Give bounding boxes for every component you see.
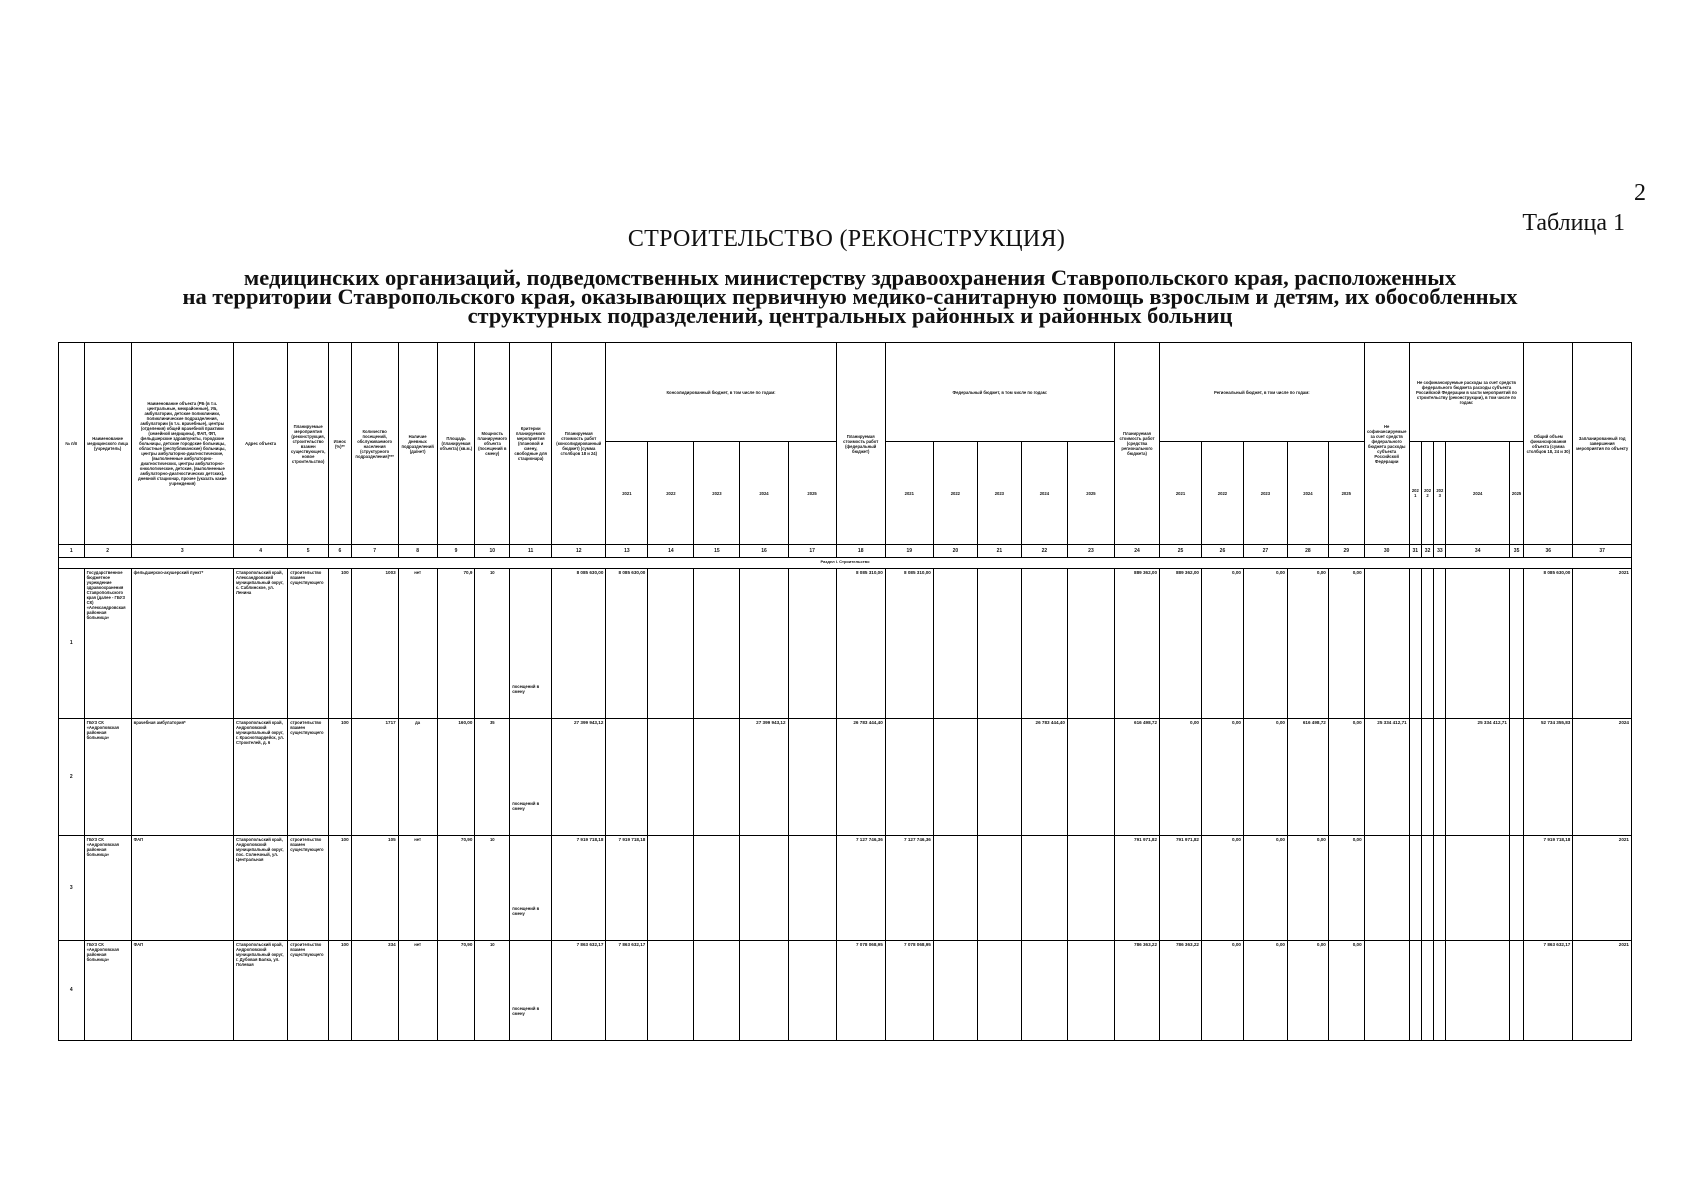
column-number-cell: 19 xyxy=(885,545,933,558)
cell-n2025 xyxy=(1509,941,1523,1041)
col-header-year: 2021 xyxy=(606,442,648,545)
cell-grand: 7 863 632,17 xyxy=(1524,941,1573,1041)
column-number-cell: 22 xyxy=(1021,545,1067,558)
page-title: СТРОИТЕЛЬСТВО (РЕКОНСТРУКЦИЯ) xyxy=(627,226,1066,252)
col-header-capacity: Мощность планируемого объекта (посещений в смену) xyxy=(475,343,510,545)
column-number-cell: 23 xyxy=(1067,545,1114,558)
table-row xyxy=(59,941,1632,1041)
cell-crit: посещений в смену xyxy=(510,836,552,941)
cell-r2022: 0,00 xyxy=(1201,569,1243,719)
cell-f2021: 8 085 310,00 xyxy=(885,569,933,719)
cell-year: 2021 xyxy=(1573,569,1632,719)
column-number-cell: 34 xyxy=(1446,545,1509,558)
cell-total: 27 399 943,12 xyxy=(552,719,606,836)
table-label: Таблица 1 xyxy=(1522,210,1625,236)
cell-measure: строительство взамен существующего xyxy=(288,941,329,1041)
cell-c2025 xyxy=(788,719,836,836)
column-number-cell: 36 xyxy=(1524,545,1573,558)
cell-n2023 xyxy=(1434,719,1446,836)
cell-crit: посещений в смену xyxy=(510,569,552,719)
col-header-year: 2024 xyxy=(1287,442,1328,545)
cell-r2025: 0,00 xyxy=(1328,836,1364,941)
cell-wear: 100 xyxy=(329,941,352,1041)
col-header-population: Количество посещений, обслуживаемого населения (структурного подразделения)*** xyxy=(351,343,398,545)
col-header-year: 2024 xyxy=(740,442,788,545)
cell-r2025: 0,00 xyxy=(1328,569,1364,719)
cell-cap: 10 xyxy=(475,941,510,1041)
cell-f2025 xyxy=(1067,719,1114,836)
column-number-cell: 7 xyxy=(351,545,398,558)
cell-day: да xyxy=(398,719,437,836)
col-header-year: 2023 xyxy=(977,442,1021,545)
col-header-criteria: Критерии планируемого мероприятия (плановой и смену, свободные для стационара) xyxy=(510,343,552,545)
column-number-cell: 11 xyxy=(510,545,552,558)
cell-total: 7 919 718,18 xyxy=(552,836,606,941)
cell-nf: 25 334 412,71 xyxy=(1364,719,1409,836)
cell-object: фельдшерско-акушерский пункт* xyxy=(131,569,233,719)
cell-n2024 xyxy=(1446,569,1509,719)
column-number-cell: 37 xyxy=(1573,545,1632,558)
col-header-year: 2021 xyxy=(1160,442,1202,545)
column-number-cell: 5 xyxy=(288,545,329,558)
cell-year: 2021 xyxy=(1573,941,1632,1041)
column-number-cell: 8 xyxy=(398,545,437,558)
cell-measure: строительство взамен существующего xyxy=(288,569,329,719)
cell-f2023 xyxy=(977,719,1021,836)
cell-c2023 xyxy=(694,569,740,719)
column-number-cell: 21 xyxy=(977,545,1021,558)
cell-c2023 xyxy=(694,719,740,836)
col-header-regional-budget: Региональный бюджет, в том числе по годам: xyxy=(1160,343,1365,442)
cell-org: ГБУЗ СК «Андроповская районная больница» xyxy=(84,941,131,1041)
cell-grand: 7 919 718,18 xyxy=(1524,836,1573,941)
column-number-cell: 2 xyxy=(84,545,131,558)
col-header-regional-cost: Планируемая стоимость работ (средства регионального бюджета) xyxy=(1115,343,1160,545)
cell-pop: 1717 xyxy=(351,719,398,836)
cell-grand: 8 085 630,00 xyxy=(1524,569,1573,719)
cell-f2024 xyxy=(1021,941,1067,1041)
cell-total: 8 085 630,00 xyxy=(552,569,606,719)
cell-object: врачебная амбулатория* xyxy=(131,719,233,836)
cell-r2021: 791 971,82 xyxy=(1160,836,1202,941)
subtitle-line: медицинских организаций, подведомственных министерству здравоохранения Ставропольского края, расположенных xyxy=(243,265,1457,290)
col-header-nonfinanced: Не софинансируемые за счет средств федерального бюджета расходы субъекта Российской Федерации xyxy=(1364,343,1409,545)
cell-c2021: 7 863 632,17 xyxy=(606,941,648,1041)
cell-f2024 xyxy=(1021,836,1067,941)
col-header-day-units: Наличие дневных подразделений (да/нет) xyxy=(398,343,437,545)
cell-n2022 xyxy=(1421,719,1433,836)
col-header-total-financing: Общий объем финансирования объекта (сумма столбцов 18, 24 и 30) xyxy=(1524,343,1573,545)
cell-f2024: 26 783 444,40 xyxy=(1021,719,1067,836)
column-number-cell: 9 xyxy=(437,545,475,558)
table-body xyxy=(59,545,1632,1041)
cell-n2023 xyxy=(1434,569,1446,719)
cell-n2024 xyxy=(1446,836,1509,941)
cell-f2021: 7 078 068,95 xyxy=(885,941,933,1041)
col-header-year: 2025 xyxy=(1509,442,1523,545)
table-row xyxy=(59,836,1632,941)
cell-area: 70,90 xyxy=(437,836,475,941)
col-header-address: Адрес объекта xyxy=(233,343,287,545)
column-number-cell: 13 xyxy=(606,545,648,558)
cell-area: 70,9 xyxy=(437,569,475,719)
cell-cap: 10 xyxy=(475,569,510,719)
cell-r2024: 0,00 xyxy=(1287,836,1328,941)
column-number-cell: 28 xyxy=(1287,545,1328,558)
col-header-year: 2023 xyxy=(1243,442,1287,545)
column-number-cell: 4 xyxy=(233,545,287,558)
cell-n2021 xyxy=(1409,719,1421,836)
column-number-cell: 12 xyxy=(552,545,606,558)
cell-c2022 xyxy=(648,569,694,719)
cell-r2024: 616 498,72 xyxy=(1287,719,1328,836)
cell-c2022 xyxy=(648,836,694,941)
column-number-cell: 10 xyxy=(475,545,510,558)
cell-address: Ставропольский край, Александровский муниципальный округ, с. Саблинское, ул. Ленина xyxy=(233,569,287,719)
col-header-organization: Наименование медицинского лица (учредитель) xyxy=(84,343,131,545)
cell-c2024 xyxy=(740,569,788,719)
cell-c2025 xyxy=(788,941,836,1041)
col-header-year: 2021 xyxy=(885,442,933,545)
column-number-cell: 30 xyxy=(1364,545,1409,558)
cell-crit: посещений в смену xyxy=(510,941,552,1041)
cell-f2022 xyxy=(933,569,977,719)
column-number-cell: 3 xyxy=(131,545,233,558)
cell-reg: 786 363,22 xyxy=(1115,941,1160,1041)
col-header-area: Площадь (планируемая объекта) (кв.м.) xyxy=(437,343,475,545)
column-number-cell: 17 xyxy=(788,545,836,558)
col-header-number: № п/п xyxy=(59,343,85,545)
col-header-year: 2024 xyxy=(1021,442,1067,545)
cell-reg: 791 971,82 xyxy=(1115,836,1160,941)
col-header-year: 2021 xyxy=(1409,442,1421,545)
cell-n2022 xyxy=(1421,569,1433,719)
subtitle-line: на территории Ставропольского края, оказывающих первичную медико-санитарную помощь взрослым и детям, их обособленных xyxy=(182,284,1518,309)
cell-n2021 xyxy=(1409,836,1421,941)
cell-f2022 xyxy=(933,719,977,836)
cell-c2024 xyxy=(740,836,788,941)
cell-nf xyxy=(1364,941,1409,1041)
cell-n2023 xyxy=(1434,836,1446,941)
cell-r2021: 889 362,00 xyxy=(1160,569,1202,719)
cell-r2023: 0,00 xyxy=(1243,941,1287,1041)
col-header-total-cost: Планируемая стоимость работ (консолидированный бюджет) (сумма столбцов 18 и 24) xyxy=(552,343,606,545)
cell-f2021: 7 127 746,36 xyxy=(885,836,933,941)
column-number-cell: 15 xyxy=(694,545,740,558)
cell-measure: строительство взамен существующего xyxy=(288,719,329,836)
col-header-year: 2023 xyxy=(1434,442,1446,545)
cell-c2021: 8 085 630,00 xyxy=(606,569,648,719)
construction-table xyxy=(58,342,1632,1041)
column-number-cell: 32 xyxy=(1421,545,1433,558)
cell-r2022: 0,00 xyxy=(1201,836,1243,941)
cell-reg: 616 498,72 xyxy=(1115,719,1160,836)
cell-day: нет xyxy=(398,836,437,941)
cell-fed: 7 127 746,36 xyxy=(836,836,885,941)
cell-c2024: 27 399 943,12 xyxy=(740,719,788,836)
cell-n2024 xyxy=(1446,941,1509,1041)
cell-f2023 xyxy=(977,569,1021,719)
cell-reg: 889 362,00 xyxy=(1115,569,1160,719)
cell-pop: 105 xyxy=(351,836,398,941)
col-header-year: 2025 xyxy=(788,442,836,545)
cell-c2025 xyxy=(788,569,836,719)
cell-r2022: 0,00 xyxy=(1201,941,1243,1041)
cell-n: 2 xyxy=(59,719,85,836)
page-subtitle xyxy=(100,265,1600,328)
cell-r2023: 0,00 xyxy=(1243,569,1287,719)
cell-pop: 1003 xyxy=(351,569,398,719)
cell-address: Ставропольский край, Андроповский муниципальный округ, г. Дубовая Балка, ул. Полевая xyxy=(233,941,287,1041)
subtitle-line: структурных подразделений, центральных районных и районных больниц xyxy=(467,303,1233,328)
col-header-year: 2025 xyxy=(1328,442,1364,545)
col-header-year: 2022 xyxy=(648,442,694,545)
col-header-year: 2025 xyxy=(1067,442,1114,545)
col-header-federal-budget: Федеральный бюджет, в том числе по годам: xyxy=(885,343,1114,442)
cell-f2021 xyxy=(885,719,933,836)
cell-wear: 100 xyxy=(329,569,352,719)
column-number-cell: 6 xyxy=(329,545,352,558)
cell-fed: 26 783 444,40 xyxy=(836,719,885,836)
cell-f2025 xyxy=(1067,941,1114,1041)
column-number-cell: 27 xyxy=(1243,545,1287,558)
table-row xyxy=(59,719,1632,836)
column-number-cell: 16 xyxy=(740,545,788,558)
cell-r2025: 0,00 xyxy=(1328,941,1364,1041)
page-number: 2 xyxy=(1634,180,1646,206)
cell-total: 7 863 632,17 xyxy=(552,941,606,1041)
column-number-cell: 29 xyxy=(1328,545,1364,558)
col-header-year: 2022 xyxy=(1421,442,1433,545)
cell-n: 4 xyxy=(59,941,85,1041)
cell-r2024: 0,00 xyxy=(1287,569,1328,719)
cell-c2022 xyxy=(648,941,694,1041)
cell-fed: 7 078 068,95 xyxy=(836,941,885,1041)
section-label: Раздел I. Строительство xyxy=(59,558,1632,569)
cell-year: 2024 xyxy=(1573,719,1632,836)
cell-measure: строительство взамен существующего xyxy=(288,836,329,941)
col-header-nonfinanced-years: Не софинансируемые расходы за счет средств федерального бюджета расходы субъекта Российской Федерации в части мероприятий по строительству (реконструкции), в том числе по годам: xyxy=(1409,343,1524,442)
cell-c2025 xyxy=(788,836,836,941)
cell-n2022 xyxy=(1421,941,1433,1041)
cell-wear: 100 xyxy=(329,836,352,941)
cell-f2022 xyxy=(933,941,977,1041)
cell-n2023 xyxy=(1434,941,1446,1041)
cell-r2023: 0,00 xyxy=(1243,719,1287,836)
cell-nf xyxy=(1364,836,1409,941)
cell-n: 3 xyxy=(59,836,85,941)
cell-c2022 xyxy=(648,719,694,836)
cell-cap: 10 xyxy=(475,836,510,941)
cell-object: ФАП xyxy=(131,836,233,941)
column-number-cell: 31 xyxy=(1409,545,1421,558)
col-header-year: 2022 xyxy=(1201,442,1243,545)
cell-c2023 xyxy=(694,836,740,941)
col-header-object: Наименование объекта (РБ (в т.ч. центральные, межрайонные), УБ, амбулатории, детские поликлиники, поликлинические подразделения, амбулатории (в т.ч. врачебные), центры (отделения) общей врачебной практики (семейной медицины), ФАП, ФП, фельдшерские здравпункты, городские больницы, детские городские больницы, областные (республиканские) больницы, центры амбулаторно-диагностические, (выполненные амбулаторно-диагностических, центры амбулаторно-онкологические, детские, (выполненные амбулаторно-диагностических детских), дневной стационар, прочее (указать какие учреждения) xyxy=(131,343,233,545)
column-number-cell: 1 xyxy=(59,545,85,558)
cell-f2025 xyxy=(1067,569,1114,719)
section-row xyxy=(59,558,1632,569)
column-number-row xyxy=(59,545,1632,558)
cell-org: ГБУЗ СК «Андроповская районная больница» xyxy=(84,719,131,836)
construction-table-wrapper xyxy=(58,342,1632,1041)
cell-wear: 100 xyxy=(329,719,352,836)
cell-n2021 xyxy=(1409,941,1421,1041)
cell-nf xyxy=(1364,569,1409,719)
col-header-measures: Планируемые мероприятия (реконструкция, строительство взамен существующего, новое строительство) xyxy=(288,343,329,545)
col-header-wear: Износ (%)** xyxy=(329,343,352,545)
cell-f2024 xyxy=(1021,569,1067,719)
cell-n2021 xyxy=(1409,569,1421,719)
cell-c2023 xyxy=(694,941,740,1041)
cell-n2024: 25 334 412,71 xyxy=(1446,719,1509,836)
cell-c2021: 7 919 718,18 xyxy=(606,836,648,941)
column-number-cell: 20 xyxy=(933,545,977,558)
cell-f2025 xyxy=(1067,836,1114,941)
table-row xyxy=(59,569,1632,719)
cell-n2022 xyxy=(1421,836,1433,941)
cell-fed: 8 085 310,00 xyxy=(836,569,885,719)
cell-year: 2021 xyxy=(1573,836,1632,941)
cell-n2025 xyxy=(1509,719,1523,836)
cell-n2025 xyxy=(1509,569,1523,719)
cell-r2021: 0,00 xyxy=(1160,719,1202,836)
cell-c2021 xyxy=(606,719,648,836)
col-header-completion-year: Запланированный год завершения мероприятия по объекту xyxy=(1573,343,1632,545)
cell-r2022: 0,00 xyxy=(1201,719,1243,836)
cell-r2024: 0,00 xyxy=(1287,941,1328,1041)
column-number-cell: 33 xyxy=(1434,545,1446,558)
column-number-cell: 35 xyxy=(1509,545,1523,558)
cell-n: 1 xyxy=(59,569,85,719)
cell-object: ФАП xyxy=(131,941,233,1041)
cell-grand: 52 734 355,83 xyxy=(1524,719,1573,836)
cell-address: Ставропольский край, Андроповский муниципальный округ, г. Красногвардейск, ул. Строителей, д. 6 xyxy=(233,719,287,836)
cell-org: Государственное бюджетное учреждение здравоохранения Ставропольского края (далее - ГБУЗ СК) «Александровская районная больница» xyxy=(84,569,131,719)
cell-f2023 xyxy=(977,836,1021,941)
cell-cap: 35 xyxy=(475,719,510,836)
col-header-federal-cost: Планируемая стоимость работ (федеральный бюджет) xyxy=(836,343,885,545)
cell-r2025: 0,00 xyxy=(1328,719,1364,836)
column-number-cell: 25 xyxy=(1160,545,1202,558)
cell-pop: 334 xyxy=(351,941,398,1041)
col-header-consolidated-budget: Консолидированный бюджет, в том числе по годам: xyxy=(606,343,836,442)
cell-area: 70,90 xyxy=(437,941,475,1041)
column-number-cell: 24 xyxy=(1115,545,1160,558)
cell-r2021: 786 363,22 xyxy=(1160,941,1202,1041)
cell-f2023 xyxy=(977,941,1021,1041)
cell-crit: посещений в смену xyxy=(510,719,552,836)
cell-c2024 xyxy=(740,941,788,1041)
cell-f2022 xyxy=(933,836,977,941)
cell-n2025 xyxy=(1509,836,1523,941)
col-header-year: 2023 xyxy=(694,442,740,545)
cell-area: 160,00 xyxy=(437,719,475,836)
cell-address: Ставропольский край, Андроповский муниципальный округ, пос. Солнечный, ул. Центральная xyxy=(233,836,287,941)
column-number-cell: 18 xyxy=(836,545,885,558)
cell-day: нет xyxy=(398,569,437,719)
col-header-year: 2022 xyxy=(933,442,977,545)
cell-day: нет xyxy=(398,941,437,1041)
column-number-cell: 26 xyxy=(1201,545,1243,558)
cell-r2023: 0,00 xyxy=(1243,836,1287,941)
cell-org: ГБУЗ СК «Андроповская районная больница» xyxy=(84,836,131,941)
col-header-year: 2024 xyxy=(1446,442,1509,545)
column-number-cell: 14 xyxy=(648,545,694,558)
